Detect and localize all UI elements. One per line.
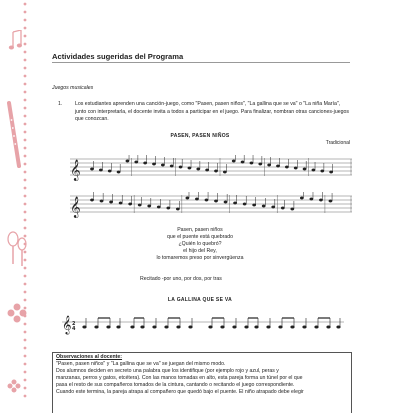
note-head: [319, 199, 322, 201]
small-flower-icon: [6, 378, 22, 394]
svg-text:𝄞: 𝄞: [70, 160, 81, 181]
note-head: [119, 202, 122, 204]
rhythm-note-head: [245, 326, 249, 328]
note-head: [224, 201, 227, 203]
note-head: [195, 198, 198, 200]
note-head: [205, 199, 208, 201]
observations-line: pasa el resto de sus compañeros tomados de la cintura, cantando o recitando el juego correspondiente.: [56, 382, 295, 388]
dotted-line: [20, 0, 30, 400]
rhythm-note-head: [221, 326, 225, 328]
note-head: [100, 200, 103, 202]
song-lyrics: [0, 227, 400, 262]
rhythm-note-head: [107, 326, 111, 328]
rhythm-note-head: [327, 326, 331, 328]
page-title: Actividades sugeridas del Programa: [52, 52, 184, 61]
note-head: [321, 170, 324, 172]
note-head: [170, 165, 173, 167]
flower-icon: [6, 302, 28, 324]
rhythm-note-head: [209, 326, 213, 328]
note-head: [241, 161, 244, 163]
rhythm-note-head: [131, 326, 135, 328]
note-head: [310, 198, 313, 200]
note-head: [176, 208, 179, 210]
observations-line: Cuando este termina, la pareja atrapa al compañero que quedó bajo el puente. El niño atrapado debe elegir: [56, 389, 304, 395]
song-credit: Tradicional: [325, 140, 350, 146]
rhythm-note-head: [117, 326, 121, 328]
observations-line: "Pasen, pasen niños" y "La gallina que se va" se juegan del mismo modo.: [56, 361, 226, 367]
note-head: [117, 171, 120, 173]
note-head: [161, 164, 164, 166]
note-head: [329, 171, 332, 173]
rhythm-note-head: [337, 326, 341, 328]
note-head: [205, 169, 208, 171]
svg-text:𝄞: 𝄞: [62, 315, 72, 334]
svg-text:2: 2: [72, 321, 76, 327]
rhythm-note-head: [141, 326, 145, 328]
note-head: [281, 207, 284, 209]
rhythm-note-head: [95, 326, 99, 328]
note-head: [188, 167, 191, 169]
observations-line: manzanas, perros y gatos, etcétera). Con las manos tomadas en alto, esta pareja forma un túnel por el que: [56, 375, 303, 381]
note-head: [252, 204, 255, 206]
rhythm-note-head: [279, 326, 283, 328]
decorative-sidebar: [0, 0, 34, 400]
rhythm-note-head: [177, 326, 181, 328]
note-head: [214, 170, 217, 172]
activity-paragraph: Los estudiantes aprenden una canción-juego, como "Pasen, pasen niños", "La gallina que se va" o "La niña María", junto con interpretarla, el docente invita a todos a participar en el juego. Para finalizar, nombran otras canciones-juegos que conozcan.: [75, 101, 349, 122]
note-head: [90, 199, 93, 201]
note-head: [138, 204, 141, 206]
note-head: [285, 166, 288, 168]
note-head: [157, 206, 160, 208]
song-title-pasen: PASEN, PASEN NIÑOS: [170, 133, 230, 139]
lyric-line: que el puente está quebrado: [166, 234, 234, 240]
note-head: [291, 208, 294, 210]
note-head: [128, 203, 131, 205]
note-head: [303, 168, 306, 170]
music-note-icon: [8, 30, 24, 52]
recitado-line: Recitado -por uno, por dos, por tras: [140, 276, 222, 282]
note-head: [167, 207, 170, 209]
note-head: [126, 160, 129, 162]
rhythm-staff: [62, 310, 344, 338]
note-head: [262, 205, 265, 207]
note-head: [276, 165, 279, 167]
section-subheading: Juegos musicales: [52, 85, 94, 91]
note-head: [272, 206, 275, 208]
note-head: [143, 162, 146, 164]
rhythm-note-head: [165, 326, 169, 328]
note-head: [108, 170, 111, 172]
note-head: [99, 169, 102, 171]
rhythm-note-head: [267, 326, 271, 328]
note-head: [250, 162, 253, 164]
note-head: [152, 163, 155, 165]
note-head: [90, 168, 93, 170]
note-head: [312, 169, 315, 171]
observations-title: Observaciones al docente:: [56, 354, 123, 360]
song-title-gallina: LA GALLINA QUE SE VA: [167, 297, 233, 303]
lyric-line: Pasen, pasen niños: [177, 227, 223, 233]
svg-text:𝄞: 𝄞: [70, 197, 81, 218]
note-head: [329, 200, 332, 202]
rhythm-note-head: [189, 326, 193, 328]
rhythm-note-head: [233, 326, 237, 328]
title-divider: [52, 62, 350, 63]
music-staff-1: [70, 155, 352, 185]
note-head: [243, 203, 246, 205]
note-head: [135, 161, 138, 163]
note-head: [294, 167, 297, 169]
note-head: [186, 197, 189, 199]
note-head: [109, 201, 112, 203]
rhythm-note-head: [153, 326, 157, 328]
rhythm-note-head: [303, 326, 307, 328]
note-head: [179, 166, 182, 168]
note-head: [148, 205, 151, 207]
observations-line: Dos alumnos deciden en secreto una palabra que los identifique (por ejemplo rojo y azul, peras y: [56, 368, 279, 374]
rhythm-note-head: [255, 326, 259, 328]
note-head: [223, 171, 226, 173]
rhythm-note-head: [315, 326, 319, 328]
observations-box: [52, 352, 352, 413]
rhythm-note-head: [291, 326, 295, 328]
note-head: [267, 164, 270, 166]
svg-text:4: 4: [72, 326, 76, 332]
note-head: [214, 200, 217, 202]
note-head: [197, 168, 200, 170]
item-number: 1.: [58, 101, 63, 107]
note-head: [300, 197, 303, 199]
lyric-line: ¿Quién lo quebró?: [178, 241, 222, 247]
lyric-line: el hijo del Rey,: [183, 248, 217, 254]
note-head: [233, 202, 236, 204]
lyric-line: lo tomaremos preso por sinvergüenza: [156, 255, 244, 261]
music-staff-2: [70, 192, 352, 222]
note-head: [259, 163, 262, 165]
rhythm-note-head: [83, 326, 87, 328]
note-head: [232, 160, 235, 162]
